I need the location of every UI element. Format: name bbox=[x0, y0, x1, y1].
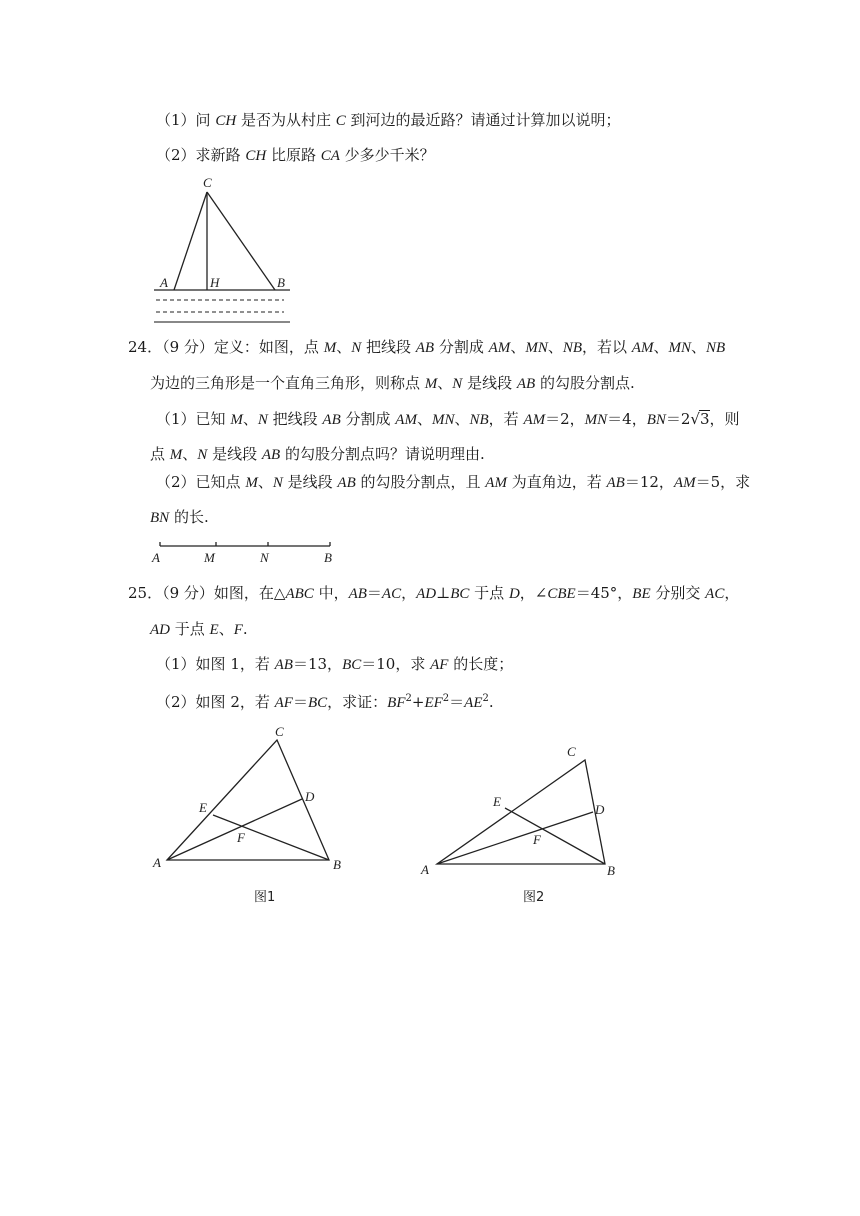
text: 把线段 bbox=[361, 338, 416, 356]
superscript: 2 bbox=[482, 693, 489, 704]
part-number: （2） bbox=[156, 693, 196, 711]
text: 问 bbox=[195, 111, 216, 129]
label-F: F bbox=[237, 830, 245, 845]
text: ＝ bbox=[292, 693, 308, 711]
text: + bbox=[411, 693, 425, 711]
text: 、 bbox=[257, 473, 273, 491]
text: 、 bbox=[653, 338, 669, 356]
text: 的长. bbox=[169, 508, 209, 526]
var: E bbox=[209, 622, 219, 638]
label-A: A bbox=[153, 855, 161, 870]
text: 少多少千米？ bbox=[339, 146, 435, 164]
var: AD bbox=[150, 622, 170, 638]
var: CH bbox=[245, 148, 267, 164]
q25-heading-cont bbox=[150, 619, 248, 640]
text: ＝12， bbox=[624, 473, 674, 491]
var: MN bbox=[525, 340, 548, 356]
var: AM bbox=[631, 340, 654, 356]
var: NB bbox=[706, 340, 726, 356]
text: 、 bbox=[336, 338, 352, 356]
text: 、 bbox=[242, 410, 258, 428]
text: 如图 2，若 bbox=[195, 693, 275, 711]
text: 中， bbox=[313, 584, 349, 602]
var: BN bbox=[646, 412, 666, 428]
text: ，∠ bbox=[519, 584, 548, 602]
part-number: （1） bbox=[156, 111, 196, 129]
text: 已知点 bbox=[195, 473, 246, 491]
label-E: E bbox=[199, 800, 207, 815]
text: 的长度； bbox=[448, 655, 514, 673]
text: 求新路 bbox=[195, 146, 246, 164]
var: M bbox=[245, 475, 258, 491]
text: ，若以 bbox=[582, 338, 632, 356]
label-M: M bbox=[204, 550, 215, 565]
text: 、 bbox=[690, 338, 706, 356]
text: 、 bbox=[437, 374, 453, 392]
label-N: N bbox=[260, 550, 269, 565]
text: ＝4， bbox=[607, 410, 647, 428]
text: 是否为从村庄 bbox=[236, 111, 336, 129]
var: AB bbox=[337, 475, 356, 491]
score: （9 分） bbox=[162, 338, 214, 356]
var: AM bbox=[395, 412, 417, 428]
text: 是线段 bbox=[462, 374, 517, 392]
label-A: A bbox=[152, 550, 160, 565]
label-C: C bbox=[567, 744, 576, 759]
label-F: F bbox=[533, 832, 541, 847]
label-D: D bbox=[595, 802, 605, 817]
var: N bbox=[351, 340, 362, 356]
part-number: （1） bbox=[156, 410, 196, 428]
text: 、 bbox=[182, 445, 198, 463]
text: 如图，在△ bbox=[213, 584, 286, 602]
radicand: 3 bbox=[699, 410, 710, 428]
text: 分别交 bbox=[650, 584, 706, 602]
var: MN bbox=[431, 412, 455, 428]
label-A: A bbox=[160, 275, 168, 290]
text: 到河边的最近路？请通过计算加以说明； bbox=[345, 111, 621, 129]
var: AF bbox=[430, 657, 449, 673]
var: CA bbox=[320, 148, 340, 164]
var: BE bbox=[632, 586, 651, 602]
var: D bbox=[508, 586, 520, 602]
q25-figure-2 bbox=[415, 738, 635, 928]
q23-part2 bbox=[156, 145, 435, 166]
text: ＝5，求 bbox=[695, 473, 751, 491]
text: 、 bbox=[416, 410, 432, 428]
segment-BE bbox=[213, 815, 329, 860]
var: ABC bbox=[285, 586, 314, 602]
var: AC bbox=[381, 586, 402, 602]
text: ＝10，求 bbox=[361, 655, 431, 673]
var: N bbox=[452, 376, 463, 392]
label-E: E bbox=[493, 794, 501, 809]
q24-part1-cont bbox=[150, 444, 485, 465]
var: AF bbox=[274, 695, 293, 711]
q24-part2 bbox=[156, 472, 750, 493]
text: 把线段 bbox=[267, 410, 323, 428]
part-number: （1） bbox=[156, 655, 196, 673]
var: M bbox=[169, 447, 183, 463]
text: 点 bbox=[150, 445, 170, 463]
var: AM bbox=[488, 340, 511, 356]
var: AB bbox=[261, 447, 281, 463]
text: 的勾股分割点吗？请说明理由. bbox=[280, 445, 485, 463]
text: 、 bbox=[454, 410, 470, 428]
text: ＝13， bbox=[292, 655, 343, 673]
q25-heading bbox=[128, 583, 739, 604]
question-number: 25． bbox=[128, 584, 163, 602]
q25-figure-1 bbox=[145, 720, 355, 910]
var: BC bbox=[307, 695, 328, 711]
q25-part2 bbox=[156, 689, 494, 713]
text: ＝2， bbox=[545, 410, 585, 428]
text: ，则 bbox=[709, 410, 740, 428]
text: 于点 bbox=[469, 584, 509, 602]
var: AD bbox=[416, 586, 437, 602]
text: 定义：如图，点 bbox=[213, 338, 324, 356]
text: ＝2 bbox=[665, 410, 691, 428]
text: 、 bbox=[510, 338, 526, 356]
label-B: B bbox=[324, 550, 332, 565]
var: AE bbox=[464, 695, 483, 711]
text: ＝45°， bbox=[575, 584, 633, 602]
text: 、 bbox=[218, 620, 234, 638]
var: N bbox=[257, 412, 268, 428]
triangle-ABC bbox=[437, 760, 605, 864]
text: ，若 bbox=[488, 410, 524, 428]
q23-figure-village-river bbox=[150, 172, 310, 332]
text: ，求证： bbox=[327, 693, 388, 711]
label-B: B bbox=[607, 863, 615, 878]
var: AB bbox=[274, 657, 293, 673]
superscript: 2 bbox=[405, 693, 412, 704]
part-number: （2） bbox=[156, 146, 196, 164]
var: CBE bbox=[547, 586, 576, 602]
text: 分割成 bbox=[340, 410, 396, 428]
text: . bbox=[242, 620, 248, 638]
var: EF bbox=[424, 695, 443, 711]
text: ， bbox=[724, 584, 740, 602]
segment-AD bbox=[437, 812, 593, 864]
var: BN bbox=[150, 510, 170, 526]
text: 为边的三角形是一个直角三角形，则称点 bbox=[150, 374, 425, 392]
var: AM bbox=[523, 412, 546, 428]
text: ＝ bbox=[366, 584, 382, 602]
q24-heading bbox=[128, 337, 725, 358]
q24-heading-cont bbox=[150, 373, 635, 394]
q25-part1 bbox=[156, 654, 513, 675]
sqrt-symbol: √ 3 bbox=[690, 410, 710, 428]
q23-part1 bbox=[156, 110, 621, 131]
text: . bbox=[488, 693, 494, 711]
text: 如图 1，若 bbox=[195, 655, 275, 673]
text: 是线段 bbox=[207, 445, 262, 463]
text: 比原路 bbox=[266, 146, 321, 164]
var: M bbox=[230, 412, 243, 428]
text: ， bbox=[401, 584, 417, 602]
var: AC bbox=[705, 586, 725, 602]
var: AB bbox=[516, 376, 536, 392]
var: N bbox=[272, 475, 283, 491]
var: M bbox=[424, 376, 438, 392]
label-H: H bbox=[210, 275, 220, 290]
segment-CA bbox=[174, 192, 207, 290]
q24-part2-cont bbox=[150, 507, 209, 528]
label-A: A bbox=[421, 862, 429, 877]
var: CH bbox=[215, 113, 237, 129]
text: ⊥ bbox=[436, 584, 451, 602]
var: BC bbox=[450, 586, 470, 602]
label-D: D bbox=[305, 789, 315, 804]
var: BF bbox=[387, 695, 406, 711]
q24-figure-segment bbox=[150, 538, 350, 568]
q24-part1 bbox=[156, 409, 740, 430]
var: F bbox=[233, 622, 243, 638]
var: NB bbox=[562, 340, 583, 356]
text: 于点 bbox=[170, 620, 210, 638]
part-number: （2） bbox=[156, 473, 196, 491]
var: C bbox=[335, 113, 346, 129]
text: 已知 bbox=[195, 410, 231, 428]
label-B: B bbox=[277, 275, 285, 290]
label-B: B bbox=[333, 857, 341, 872]
question-number: 24． bbox=[128, 338, 163, 356]
var: AB bbox=[322, 412, 341, 428]
var: NB bbox=[469, 412, 489, 428]
text: 是线段 bbox=[282, 473, 338, 491]
text: 分割成 bbox=[434, 338, 489, 356]
text: 的勾股分割点，且 bbox=[355, 473, 486, 491]
label-C: C bbox=[275, 724, 284, 739]
var: AM bbox=[485, 475, 507, 491]
var: AM bbox=[673, 475, 696, 491]
var: AB bbox=[348, 586, 367, 602]
text: 、 bbox=[547, 338, 563, 356]
text: 为直角边，若 bbox=[506, 473, 607, 491]
text: ＝ bbox=[449, 693, 465, 711]
figure-1-caption: 图1 bbox=[254, 890, 276, 905]
var: AB bbox=[415, 340, 435, 356]
var: AB bbox=[606, 475, 625, 491]
label-C: C bbox=[203, 175, 212, 190]
var: N bbox=[197, 447, 208, 463]
text: 的勾股分割点. bbox=[535, 374, 635, 392]
superscript: 2 bbox=[442, 693, 450, 704]
var: BC bbox=[342, 657, 362, 673]
var: MN bbox=[668, 340, 691, 356]
var: M bbox=[323, 340, 337, 356]
figure-2-caption: 图2 bbox=[523, 890, 545, 905]
var: MN bbox=[584, 412, 608, 428]
segment-AD bbox=[167, 799, 302, 860]
score: （9 分） bbox=[162, 584, 214, 602]
